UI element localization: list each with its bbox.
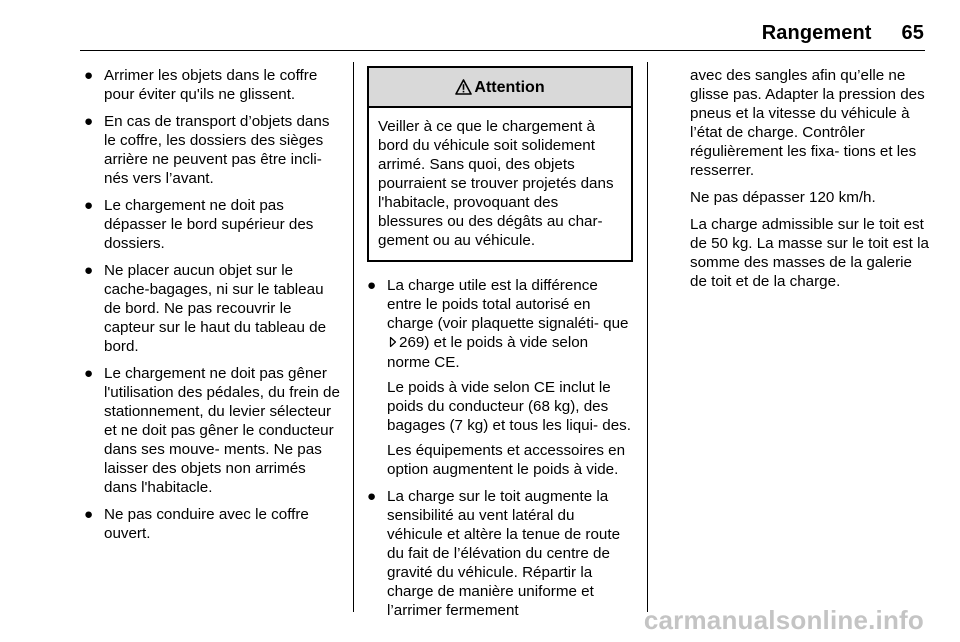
page-header bbox=[762, 22, 924, 45]
bullet-list bbox=[84, 66, 342, 543]
list-item: ● Le chargement ne doit pas gêner l'utilisation des pédales, du frein de stationnement, du levier sélecteur et ne doit pas gêner le conducteur dans ses mouve‐ ments. Ne pas laisser des objets non arrimés dans l'habitacle. bbox=[84, 365, 340, 496]
list-item: ● La charge utile est la différence entre le poids total autorisé en charge (voir plaquette signaléti‐ que269) et le poids à vide selon norme CE. Le poids à vide selon CE inclut le poids du conducteur (68 kg), des bagages (7 kg) et tous les liqui‐ des. Les équipements et accessoires en option augmentent le poids à vide. bbox=[367, 276, 633, 479]
column-divider-2 bbox=[647, 62, 648, 612]
warning-title: Attention bbox=[474, 78, 545, 96]
list-item: ● Ne placer aucun objet sur le cache-bagages, ni sur le tableau de bord. Ne pas recouvrir le capteur sur le haut du tableau de bord. bbox=[84, 262, 327, 355]
section-title: Rangement bbox=[761, 22, 872, 44]
paragraph: avec des sangles afin qu’elle ne glisse pas. Adapter la pression des pneus et la vitesse du véhicule à l’état de charge. Contrôler régulièrement les fixa‐ tions et les resserrer. bbox=[690, 67, 925, 179]
bullet-icon: ● bbox=[367, 488, 377, 505]
warning-box bbox=[367, 66, 633, 262]
page-reference[interactable]: 269 bbox=[399, 334, 425, 351]
bullet-icon: ● bbox=[84, 262, 94, 279]
column-2 bbox=[367, 66, 633, 628]
speed-limit-text: Ne pas dépasser 120 km/h. bbox=[690, 189, 876, 206]
list-item: ● Arrimer les objets dans le coffre pour éviter qu'ils ne glissent. bbox=[84, 67, 318, 103]
warning-header bbox=[369, 68, 631, 108]
roof-load-text: La charge sur le toit augmente la sensibilité au vent latéral du véhicule et altère la tenue de route du fait de l’élévation du centre de gravité du véhicule. Répartir la charge de manière uniforme et l’arrimer fermement bbox=[387, 488, 621, 619]
bullet-icon: ● bbox=[84, 197, 94, 214]
warning-text: Veiller à ce que le chargement à bord du véhicule soit solidement arrimé. Sans quoi, des objets pourraient se trouver projetés dans l'habitacle, provoquant des blessures ou des dégâts au char‐ gement ou au véhicule. bbox=[378, 118, 614, 249]
column-1 bbox=[84, 66, 342, 551]
bullet-icon: ● bbox=[367, 277, 377, 294]
warning-triangle-icon bbox=[455, 79, 472, 95]
bullet-icon: ● bbox=[84, 113, 94, 130]
payload-text: La charge utile est la différence entre le poids total autorisé en charge (voir plaquette signaléti‐ que bbox=[387, 277, 629, 332]
paragraph: La charge admissible sur le toit est de 50 kg. La masse sur le toit est la somme des masses de la galerie de toit et de la charge. bbox=[690, 216, 929, 290]
page-reference-arrow-icon bbox=[389, 334, 397, 353]
curb-weight-note: Le poids à vide selon CE inclut le poids du conducteur (68 kg), des bagages (7 kg) et tous les liqui‐ des. bbox=[387, 379, 631, 434]
page-number: 65 bbox=[901, 22, 924, 44]
bullet-icon: ● bbox=[84, 365, 94, 382]
header-rule bbox=[80, 50, 925, 51]
list-item: ● Ne pas conduire avec le coffre ouvert. bbox=[84, 506, 309, 542]
column-3 bbox=[690, 66, 930, 299]
bullet-list bbox=[367, 276, 633, 620]
options-note: Les équipements et accessoires en option augmentent le poids à vide. bbox=[387, 442, 626, 478]
list-item: ● En cas de transport d’objets dans le coffre, les dossiers des sièges arrière ne peuvent pas être incli‐ nés vers l’avant. bbox=[84, 113, 330, 187]
bullet-icon: ● bbox=[84, 67, 94, 84]
column-divider-1 bbox=[353, 62, 354, 612]
bullet-icon: ● bbox=[84, 506, 94, 523]
list-item: ● Le chargement ne doit pas dépasser le bord supérieur des dossiers. bbox=[84, 197, 314, 252]
watermark: carmanualsonline.info bbox=[643, 605, 924, 635]
list-item bbox=[367, 487, 633, 620]
